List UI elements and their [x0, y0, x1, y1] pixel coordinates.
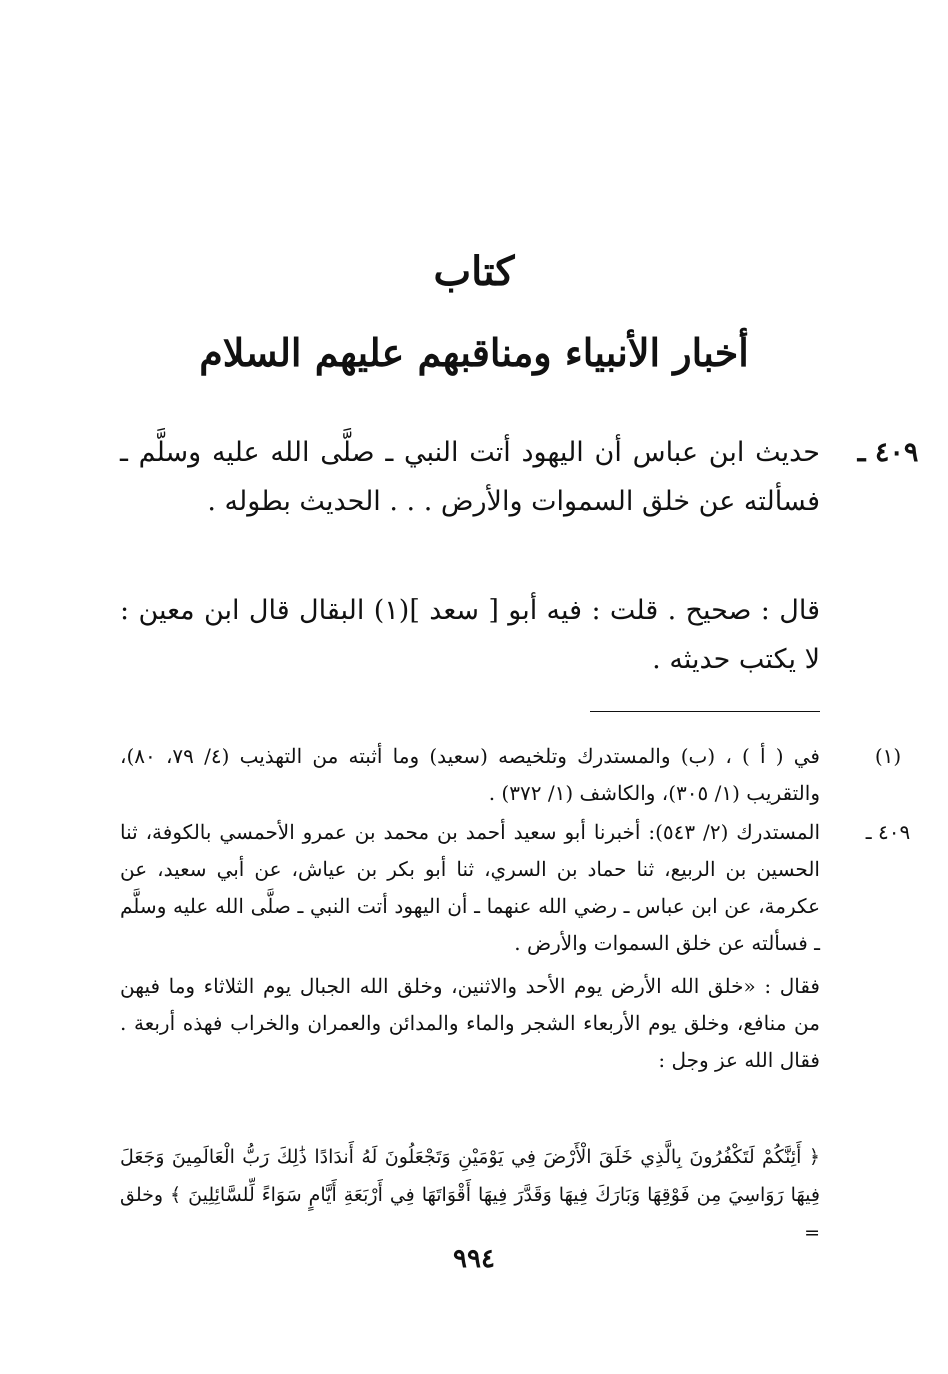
footnote-number: ٤٠٩ ـ	[865, 820, 911, 844]
entry-number: ٤٠٩ ـ	[857, 437, 919, 468]
chapter-title: أخبار الأنبياء ومناقبهم عليهم السلام	[199, 330, 749, 375]
footnote	[120, 738, 902, 812]
footnote-number: (١)	[874, 744, 902, 768]
footnote-text: المستدرك (٢/ ٥٤٣): أخبرنا أبو سعيد أحمد بن محمد بن عمرو الأحمسي بالكوفة، ثنا الحسين بن الربيع، ثنا حماد بن السري، ثنا أبو بكر بن عياش، عن أبي سعيد، عن عكرمة، عن ابن عباس ـ رضي الله عنهما ـ أن اليهود أتت النبي ـ صلَّى الله عليه وسلَّم ـ فسألته عن خلق السموات والأرض .	[120, 820, 820, 955]
hadith-entry	[120, 428, 919, 526]
footnote-separator	[590, 711, 820, 712]
entry-text: حديث ابن عباس أن اليهود أتت النبي ـ صلَّى الله عليه وسلَّم ـ فسألته عن خلق السموات والأرض . . . الحديث بطوله .	[120, 437, 820, 517]
page-number: ٩٩٤	[453, 1244, 495, 1274]
book-title: كتاب	[433, 248, 515, 295]
footnote-text-continued: فقال : «خلق الله الأرض يوم الأحد والاثنين، وخلق الله الجبال يوم الثلاثاء وما فيهن من منافع، وخلق يوم الأربعاء الشجر والماء والمدائن والعمران والخراب فهذه أربعة . فقال الله عز وجل :	[120, 974, 820, 1072]
entry-comment: قال : صحيح . قلت : فيه أبو [ سعد ](١) البقال قال ابن معين : لا يكتب حديثه .	[120, 595, 820, 675]
quran-verse: ﴿ أَئِنَّكُمْ لَتَكْفُرُونَ بِالَّذِي خَلَقَ الْأَرْضَ فِي يَوْمَيْنِ وَتَجْعَلُونَ لَهُ أَندَادًا ذَٰلِكَ رَبُّ الْعَالَمِينَ وَجَعَلَ فِيهَا رَوَاسِيَ مِن فَوْقِهَا وَبَارَكَ فِيهَا وَقَدَّرَ فِيهَا أَقْوَاتَهَا فِي أَرْبَعَةِ أَيَّامٍ سَوَاءً لِّلسَّائِلِينَ ﴾ وخلق =	[120, 1146, 820, 1244]
footnote-text: في ( أ ) ، (ب) والمستدرك وتلخيصه (سعيد) وما أثبته من التهذيب (٤/ ٧٩، ٨٠)، والتقريب (١/ ٣٠٥)، والكاشف (١/ ٣٧٢) .	[120, 744, 820, 805]
footnote	[120, 814, 911, 1079]
